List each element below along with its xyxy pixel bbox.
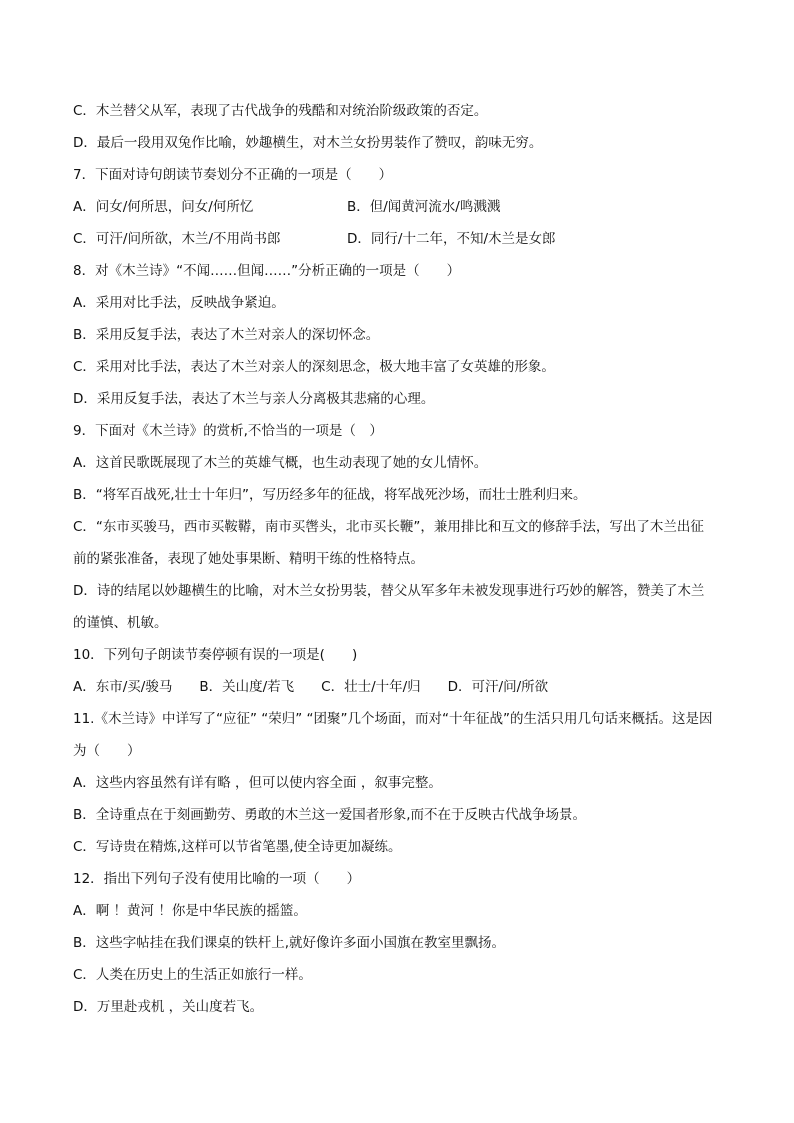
text-line: A．东市/买/骏马 B．关山度/若飞 C．壮士/十年/归 D．可汗/问/所欲 xyxy=(73,679,549,695)
text-line: 的谨慎、机敏。 xyxy=(73,615,168,631)
text-line: 为（ ） xyxy=(73,743,141,759)
text-line: D．最后一段用双兔作比喻，妙趣横生，对木兰女扮男装作了赞叹，韵味无穷。 xyxy=(73,135,543,151)
text-line: D．采用反复手法，表达了木兰与亲人分离极其悲痛的心理。 xyxy=(73,391,435,407)
text-line: 前的紧张准备，表现了她处事果断、精明干练的性格特点。 xyxy=(73,551,424,567)
question-11: 11.《木兰诗》中详写了“应征” “荣归” “团聚”几个场面，而对“十年征战”的生活只用几句话来概括。这是因 xyxy=(73,711,713,727)
question-8: 8．对《木兰诗》“不闻……但闻……”分析正确的一项是（ ） xyxy=(73,263,461,279)
text-line: B．全诗重点在于刻画勤劳、勇敢的木兰这一爱国者形象,而不在于反映古代战争场景。 xyxy=(73,807,587,823)
text-line: C．人类在历史上的生活正如旅行一样。 xyxy=(73,967,312,983)
text-line: A．这些内容虽然有详有略 ，但可以使内容全面 ，叙事完整。 xyxy=(73,775,442,791)
text-line: C．木兰替父从军，表现了古代战争的残酷和对统治阶级政策的否定。 xyxy=(73,103,488,119)
text-line: C．写诗贵在精炼,这样可以节省笔墨,使全诗更加凝练。 xyxy=(73,839,402,855)
text-line: A．采用对比手法，反映战争紧迫。 xyxy=(73,295,285,311)
text-line: C．“东市买骏马，西市买鞍鞯，南市买辔头，北市买长鞭”，兼用排比和互文的修辞手法，写出了木兰出征 xyxy=(73,519,704,535)
text-line: D．万里赴戎机 ，关山度若飞。 xyxy=(73,999,264,1015)
text-line: D．诗的结尾以妙趣横生的比喻，对木兰女扮男装，替父从军多年未被发现事进行巧妙的解答，赞美了木兰 xyxy=(73,583,705,599)
text-line: B．“将军百战死,壮士十年归”，写历经多年的征战，将军战死沙场，而壮士胜利归来。 xyxy=(73,487,587,503)
text-line: A．这首民歌既展现了木兰的英雄气概，也生动表现了她的女儿情怀。 xyxy=(73,455,488,471)
question-12: 12．指出下列句子没有使用比喻的一项（ ） xyxy=(73,871,361,887)
question-9: 9．下面对《木兰诗》的赏析,不恰当的一项是（ ） xyxy=(73,423,383,439)
q7-option-b: B．但/闻黄河流水/鸣溅溅 xyxy=(347,199,501,215)
q7-option-c: C．可汗/问所欲，木兰/不用尚书郎 xyxy=(73,231,281,247)
text-line: B．这些字帖挂在我们课桌的铁杆上,就好像许多面小国旗在教室里飘扬。 xyxy=(73,935,506,951)
text-line: A．啊 ！黄河 ！你是中华民族的摇篮。 xyxy=(73,903,307,919)
question-7: 7．下面对诗句朗读节奏划分不正确的一项是（ ） xyxy=(73,167,393,183)
question-10: 10．下列句子朗读节奏停顿有误的一项是( ) xyxy=(73,647,358,663)
text-line: C．采用对比手法，表达了木兰对亲人的深刻思念，极大地丰富了女英雄的形象。 xyxy=(73,359,555,375)
q7-option-a: A．问女/何所思，问女/何所忆 xyxy=(73,199,254,215)
text-line: B．采用反复手法，表达了木兰对亲人的深切怀念。 xyxy=(73,327,380,343)
q7-option-d: D．同行/十二年，不知/木兰是女郎 xyxy=(347,231,556,247)
